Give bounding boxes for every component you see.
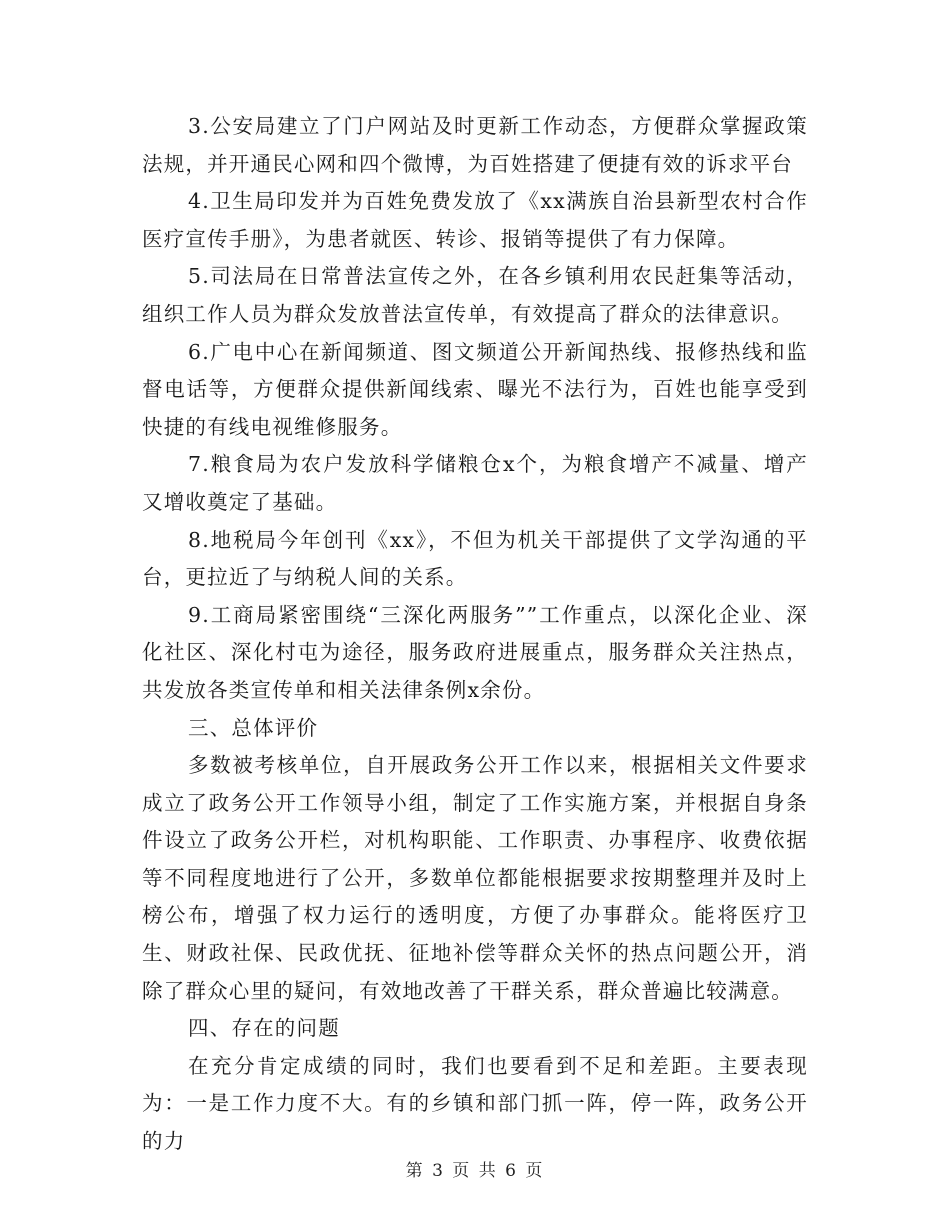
page-number-footer: 第 3 页 共 6 页 [405,1161,545,1181]
section-heading-existing-problems: 四、存在的问题 [188,1016,340,1041]
paragraph-item-9: 9.工商局紧密围绕“三深化两服务””工作重点，以深化企业、深化社区、深化村屯为途径，服务政府进展重点，服务群众关注热点，共发放各类宣传单和相关法律条例x余份。 [142,602,808,702]
document-body [142,108,808,1161]
paragraph-item-3: 3.公安局建立了门户网站及时更新工作动态，方便群众掌握政策法规，并开通民心网和四个微博，为百姓搭建了便捷有效的诉求平台 [142,114,808,176]
section-text-existing-problems: 在充分肯定成绩的同时，我们也要看到不足和差距。主要表现为：一是工作力度不大。有的乡镇和部门抓一阵，停一阵，政务公开的力 [142,1053,808,1154]
paragraph-item-7: 7.粮食局为农户发放科学储粮仓x个，为粮食增产不减量、增产又增收奠定了基础。 [142,452,808,514]
paragraph-item-6: 6.广电中心在新闻频道、图文频道公开新闻热线、报修热线和监督电话等，方便群众提供新闻线索、曝光不法行为，百姓也能享受到快捷的有线电视维修服务。 [142,339,808,439]
section-text-overall-evaluation: 多数被考核单位，自开展政务公开工作以来，根据相关文件要求成立了政务公开工作领导小组，制定了工作实施方案，并根据自身条件设立了政务公开栏，对机构职能、工作职责、办事程序、收费依据等不同程度地进行了公开，多数单位都能根据要求按期整理并及时上榜公布，增强了权力运行的透明度，方便了办事群众。能将医疗卫生、财政社保、民政优抚、征地补偿等群众关怀的热点问题公开，消除了群众心里的疑问，有效地改善了干群关系，群众普遍比较满意。 [142,753,808,1003]
paragraph-item-8: 8.地税局今年创刊《xx》，不但为机关干部提供了文学沟通的平台，更拉近了与纳税人间的关系。 [142,527,808,590]
paragraph-item-5: 5.司法局在日常普法宣传之外，在各乡镇利用农民赶集等活动，组织工作人员为群众发放普法宣传单，有效提高了群众的法律意识。 [142,264,808,326]
section-heading-overall-evaluation: 三、总体评价 [188,715,319,740]
paragraph-item-4: 4.卫生局印发并为百姓免费发放了《xx满族自治县新型农村合作医疗宣传手册》，为患者就医、转诊、报销等提供了有力保障。 [142,189,808,251]
